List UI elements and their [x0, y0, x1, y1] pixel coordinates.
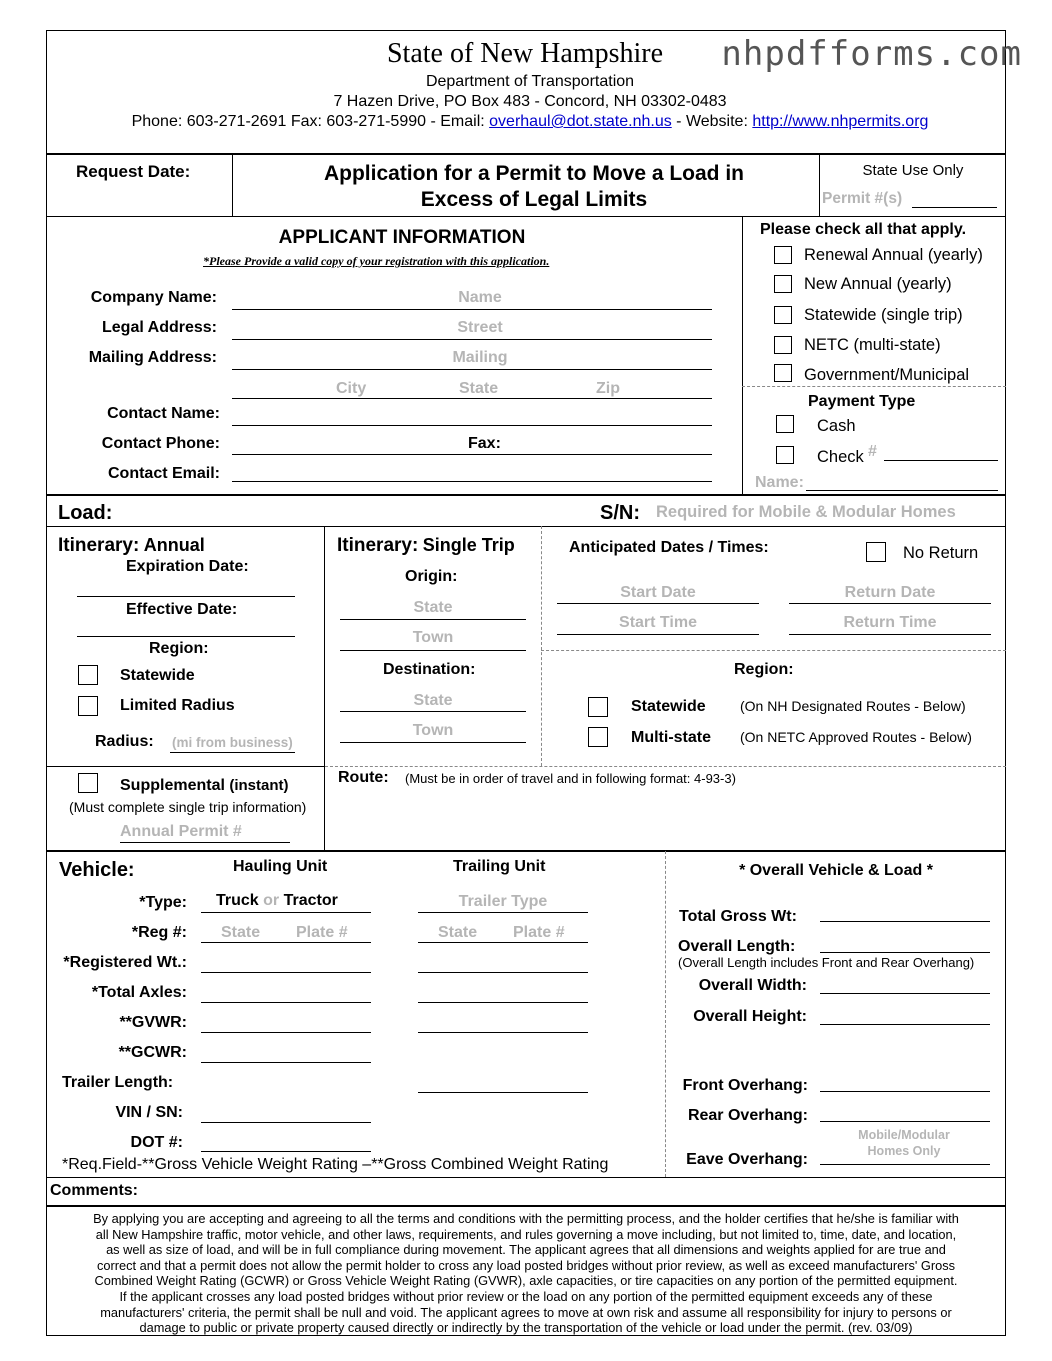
website-prefix: - Website: — [671, 113, 753, 130]
serial-number-placeholder: Required for Mobile & Modular Homes — [656, 503, 956, 521]
required-footnote: *Req.Field-**Gross Vehicle Weight Rating –**Gross Combined Weight Rating — [62, 1156, 609, 1173]
annual-label: Annual — [143, 535, 205, 555]
origin-state-field[interactable] — [340, 619, 526, 620]
contact-phone-label: Contact Phone: — [101, 435, 220, 452]
disclaimer-line: By applying you are accepting and agreeing to all the terms and conditions with the permitting process, and the holder certifies that he/she is familiar with — [93, 1211, 959, 1226]
mailing-address-field[interactable] — [232, 369, 712, 370]
return-time-field[interactable] — [789, 634, 991, 635]
effective-date-label: Effective Date: — [126, 601, 238, 618]
disclaimer-line: Combined Weight Rating (GCWR) or Gross Vehicle Weight Rating (GVWR), axle capacities, or tire capacities on any portion of the permitted equipment. — [94, 1273, 958, 1289]
hauling-gcwr-field[interactable] — [201, 1062, 371, 1063]
registration-note: *Please Provide a valid copy of your registration with this application. — [203, 254, 550, 268]
mailing-address-label: Mailing Address: — [88, 349, 217, 366]
destination-town-placeholder: Town — [412, 722, 454, 739]
divider — [46, 1205, 1006, 1207]
applicant-heading: APPLICANT INFORMATION — [278, 227, 526, 248]
company-name-label: Company Name: — [90, 289, 217, 306]
check-all-heading: Please check all that apply. — [760, 221, 967, 238]
trailing-reg-plate-placeholder: Plate # — [513, 924, 565, 941]
gvwr-label: **GVWR: — [119, 1014, 187, 1031]
divider — [232, 155, 233, 217]
divider — [541, 526, 542, 766]
mobile-modular-note-1: Mobile/Modular — [858, 1128, 950, 1142]
serial-number-label: S/N: — [600, 502, 640, 524]
expiration-date-field[interactable] — [77, 596, 295, 597]
new-annual-label: New Annual (yearly) — [804, 275, 952, 293]
start-time-field[interactable] — [557, 634, 759, 635]
tractor-option[interactable]: Tractor — [283, 892, 338, 909]
route-note: (Must be in order of travel and in following format: 4-93-3) — [405, 771, 736, 786]
cash-label: Cash — [817, 417, 856, 435]
payment-type-heading: Payment Type — [808, 393, 916, 410]
divider — [742, 386, 1006, 387]
government-checkbox[interactable] — [774, 364, 792, 382]
check-checkbox[interactable] — [776, 446, 794, 464]
contact-name-field[interactable] — [232, 425, 712, 426]
origin-town-placeholder: Town — [412, 629, 454, 646]
site-watermark: nhpdfforms.com — [721, 34, 1022, 74]
annual-statewide-label: Statewide — [120, 667, 195, 684]
effective-date-field[interactable] — [77, 636, 295, 637]
overall-height-field[interactable] — [820, 1024, 990, 1025]
divider — [665, 851, 666, 1177]
truck-option[interactable]: Truck — [216, 892, 259, 909]
fax-label: Fax: — [468, 435, 501, 452]
limited-radius-label: Limited Radius — [120, 697, 235, 714]
trailing-reg-field[interactable] — [418, 942, 588, 943]
legal-address-field[interactable] — [232, 339, 712, 340]
divider — [742, 216, 743, 494]
statewide-single-checkbox[interactable] — [774, 306, 792, 324]
divider — [46, 216, 1006, 217]
destination-town-field[interactable] — [340, 742, 526, 743]
renewal-annual-checkbox[interactable] — [774, 246, 792, 264]
divider — [46, 526, 1006, 527]
divider — [324, 526, 325, 850]
divider — [46, 766, 325, 767]
hauling-registered-weight-field[interactable] — [201, 972, 371, 973]
vehicle-label: Vehicle: — [59, 859, 135, 881]
city-state-zip-field[interactable] — [232, 398, 712, 399]
permit-number-label: Permit #(s) — [822, 190, 903, 207]
contact-prefix: Phone: 603-271-2691 Fax: 603-271-5990 - Email: — [131, 113, 490, 130]
annual-itinerary-heading — [58, 535, 205, 557]
vin-label: VIN / SN: — [115, 1104, 183, 1121]
start-time-placeholder: Start Time — [619, 614, 697, 631]
front-overhang-label: Front Overhang: — [682, 1077, 808, 1094]
trailing-axles-field[interactable] — [418, 1002, 588, 1003]
department-name: Department of Transportation — [425, 73, 635, 90]
trailer-length-field[interactable] — [418, 1092, 588, 1093]
or-text: or — [263, 892, 280, 909]
annual-permit-field[interactable] — [120, 842, 290, 843]
single-trip-label: Single Trip — [422, 535, 515, 555]
zip-placeholder: Zip — [596, 380, 620, 397]
vin-field[interactable] — [201, 1122, 371, 1123]
hauling-reg-field[interactable] — [201, 942, 371, 943]
disclaimer-line: all New Hampshire traffic, motor vehicle, and other laws, requirements, and rules governing a move including, but not limited to, time, date, and location, — [95, 1226, 957, 1242]
annual-region-label: Region: — [149, 640, 209, 657]
multistate-note: (On NETC Approved Routes - Below) — [740, 729, 972, 745]
trailer-type-placeholder: Trailer Type — [458, 893, 548, 910]
mobile-modular-note-2: Homes Only — [867, 1144, 941, 1158]
overall-height-label: Overall Height: — [693, 1008, 807, 1025]
supplemental-instant: (instant) — [229, 777, 289, 794]
annual-statewide-checkbox[interactable] — [78, 665, 98, 685]
new-annual-checkbox[interactable] — [774, 275, 792, 293]
overall-length-note: (Overall Length includes Front and Rear Overhang) — [678, 955, 975, 970]
route-label: Route: — [338, 769, 389, 786]
total-gross-weight-label: Total Gross Wt: — [679, 908, 797, 925]
contact-email-field[interactable] — [232, 481, 712, 482]
single-itinerary-label: Itinerary: — [337, 535, 419, 556]
trailing-reg-state-placeholder: State — [438, 924, 478, 941]
company-name-field[interactable] — [232, 309, 712, 310]
trailer-length-label: Trailer Length: — [62, 1074, 174, 1091]
front-overhang-field[interactable] — [820, 1091, 990, 1092]
type-label: *Type: — [139, 894, 187, 911]
origin-label: Origin: — [405, 568, 458, 585]
trip-statewide-checkbox[interactable] — [588, 697, 608, 717]
department-address: 7 Hazen Drive, PO Box 483 - Concord, NH 03302-0483 — [333, 93, 727, 110]
trailer-type-field[interactable] — [418, 912, 588, 913]
check-number-field[interactable] — [884, 460, 998, 461]
overall-width-label: Overall Width: — [698, 977, 807, 994]
hauling-type-field[interactable] — [201, 912, 371, 913]
overall-width-field[interactable] — [820, 993, 990, 994]
divider — [541, 650, 1006, 651]
eave-overhang-label: Eave Overhang: — [686, 1151, 808, 1168]
start-date-placeholder: Start Date — [620, 584, 696, 601]
mailing-address-placeholder: Mailing — [452, 349, 508, 366]
disclaimer-line: damage to public or private property caused directly or indirectly by the transportation of the vehicle or load under the permit. (rev. 03/09) — [139, 1320, 913, 1336]
legal-address-label: Legal Address: — [102, 319, 217, 336]
destination-state-field[interactable] — [340, 711, 526, 712]
multistate-checkbox[interactable] — [588, 727, 608, 747]
supplemental-note: (Must complete single trip information) — [69, 799, 307, 815]
limited-radius-checkbox[interactable] — [78, 696, 98, 716]
state-title: State of New Hampshire — [386, 38, 664, 69]
route-field[interactable] — [338, 795, 998, 845]
renewal-annual-label: Renewal Annual (yearly) — [804, 246, 983, 264]
reg-number-label: *Reg #: — [131, 924, 187, 941]
trailing-gvwr-field[interactable] — [418, 1032, 588, 1033]
check-label: Check — [817, 448, 864, 466]
origin-town-field[interactable] — [340, 650, 526, 651]
contact-email-label: Contact Email: — [107, 465, 220, 482]
divider — [325, 766, 1006, 767]
cash-checkbox[interactable] — [776, 415, 794, 433]
trip-region-label: Region: — [734, 661, 794, 678]
disclaimer-line: as well as size of load, and will be in full compliance during movement. The applicant agrees that all dimensions and weights applied for are true and — [106, 1242, 946, 1258]
netc-label: NETC (multi-state) — [804, 336, 941, 354]
dot-number-label: DOT #: — [130, 1134, 183, 1151]
divider — [46, 850, 1006, 852]
email-link[interactable]: overhaul@dot.state.nh.us — [489, 113, 672, 130]
payer-name-label: Name: — [755, 474, 804, 491]
eave-overhang-field[interactable] — [820, 1164, 990, 1165]
overall-length-label: Overall Length: — [678, 938, 796, 955]
hauling-reg-plate-placeholder: Plate # — [296, 924, 348, 941]
contact-phone-fax-field[interactable] — [232, 454, 712, 455]
no-return-checkbox[interactable] — [866, 542, 886, 562]
gcwr-label: **GCWR: — [118, 1044, 187, 1061]
no-return-label: No Return — [903, 544, 979, 562]
disclaimer-line: If the applicant crosses any load posted bridges without prior review or the load on any portion of the permitted equipment exceeds any of these — [119, 1288, 933, 1304]
government-label: Government/Municipal — [804, 366, 970, 384]
hauling-gvwr-field[interactable] — [201, 1032, 371, 1033]
app-title-line1: Application for a Permit to Move a Load in — [323, 162, 745, 185]
destination-label: Destination: — [383, 661, 476, 678]
annual-permit-placeholder: Annual Permit # — [120, 823, 242, 840]
company-name-placeholder: Name — [458, 289, 502, 306]
hauling-unit-heading: Hauling Unit — [233, 858, 328, 875]
anticipated-dates-heading: Anticipated Dates / Times: — [569, 539, 769, 556]
divider — [46, 153, 1006, 155]
rear-overhang-label: Rear Overhang: — [687, 1107, 808, 1124]
contact-line — [60, 113, 1000, 131]
rear-overhang-field[interactable] — [820, 1121, 990, 1122]
return-date-placeholder: Return Date — [844, 584, 936, 601]
trailing-registered-weight-field[interactable] — [418, 972, 588, 973]
comments-label: Comments: — [50, 1182, 139, 1199]
hauling-axles-field[interactable] — [201, 1002, 371, 1003]
dot-number-field[interactable] — [201, 1151, 371, 1152]
single-itinerary-heading — [337, 535, 515, 557]
radius-placeholder: (mi from business) — [172, 735, 293, 750]
disclaimer-line: manufacturers' criteria, the permit shall be null and void. The applicant agrees to move at own risk and assume all responsibility for injury to persons or — [100, 1304, 952, 1320]
radius-label: Radius: — [95, 733, 154, 750]
request-date-label: Request Date: — [76, 162, 191, 181]
total-gross-weight-field[interactable] — [820, 921, 990, 922]
divider — [46, 1177, 1006, 1178]
app-title-line2: Excess of Legal Limits — [420, 188, 648, 211]
legal-address-placeholder: Street — [457, 319, 503, 336]
state-use-label: State Use Only — [862, 162, 964, 179]
netc-checkbox[interactable] — [774, 336, 792, 354]
annual-itinerary-label: Itinerary: — [58, 535, 140, 556]
comments-field[interactable] — [150, 1180, 1000, 1204]
trip-statewide-label: Statewide — [631, 698, 706, 715]
permit-number-field[interactable] — [912, 207, 997, 208]
trip-statewide-note: (On NH Designated Routes - Below) — [740, 698, 966, 714]
trailing-unit-heading: Trailing Unit — [453, 858, 546, 875]
hauling-type-value — [216, 892, 338, 910]
state-placeholder: State — [459, 380, 499, 397]
contact-name-label: Contact Name: — [107, 405, 220, 422]
check-number-hash: # — [868, 443, 877, 460]
disclaimer-line: correct and that a permit does not allow the permit holder to cross any load posted bridges without prior review, as well as exceed manufacturers' Gross — [96, 1257, 956, 1273]
expiration-date-label: Expiration Date: — [126, 558, 249, 575]
disclaimer-text — [52, 1211, 1000, 1336]
multistate-label: Multi-state — [631, 729, 711, 746]
city-placeholder: City — [336, 380, 367, 397]
radius-field[interactable] — [170, 752, 295, 753]
origin-state-placeholder: State — [413, 599, 453, 616]
website-link[interactable]: http://www.nhpermits.org — [752, 113, 929, 130]
payer-name-field[interactable] — [806, 490, 998, 491]
supplemental-label: Supplemental — [120, 777, 225, 794]
overall-length-field[interactable] — [820, 952, 990, 953]
start-date-field[interactable] — [557, 603, 759, 604]
overall-heading: * Overall Vehicle & Load * — [739, 862, 933, 879]
return-time-placeholder: Return Time — [843, 614, 937, 631]
return-date-field[interactable] — [789, 603, 991, 604]
supplemental-heading — [120, 777, 289, 795]
statewide-single-label: Statewide (single trip) — [804, 306, 963, 324]
supplemental-checkbox[interactable] — [78, 773, 98, 793]
load-label: Load: — [58, 502, 113, 524]
destination-state-placeholder: State — [413, 692, 453, 709]
registered-weight-label: *Registered Wt.: — [63, 954, 187, 971]
hauling-reg-state-placeholder: State — [221, 924, 261, 941]
total-axles-label: *Total Axles: — [91, 984, 187, 1001]
divider — [46, 494, 1006, 496]
